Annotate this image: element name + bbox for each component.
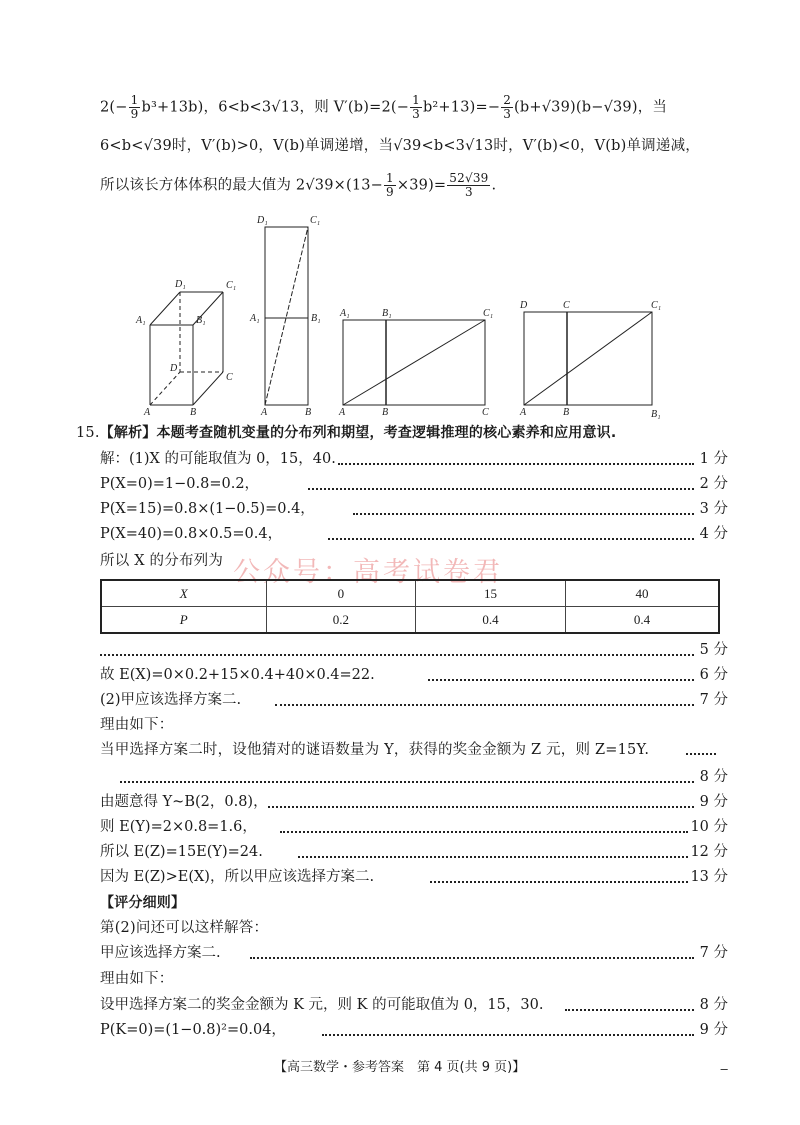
step-row (100, 840, 728, 864)
table-cell: 0.4 (565, 607, 719, 634)
figure-wide-rect-2 (524, 312, 652, 405)
fraction-result: $\frac{52√39}{3}$ (449, 171, 489, 199)
table-cell: 0.2 (266, 607, 416, 634)
fraction-1-9: $\frac{1}{9}$ (130, 93, 139, 121)
step-score: 6 分 (699, 667, 728, 683)
step-score: 7 分 (699, 945, 728, 961)
page-footer: 【高三数学・参考答案 第 4 页(共 9 页)】 (274, 1060, 526, 1075)
fig2-label-A: A (261, 407, 268, 418)
table-cell: 15 (416, 580, 566, 607)
q15-number: 15. (76, 425, 100, 441)
leader-dots (120, 780, 694, 783)
fig3-label-B1: B₁ (382, 308, 392, 319)
step-text: (2)甲应该选择方案二. (100, 692, 242, 708)
table-cell: 0.4 (416, 607, 566, 634)
leader-dots (308, 487, 694, 490)
intro-l3-b: ×39)= (396, 177, 447, 194)
step-row (100, 765, 728, 789)
step-row (100, 941, 728, 965)
step-row (100, 688, 728, 712)
step-text: P(X=0)=1−0.8=0.2， (100, 476, 260, 492)
fig1-label-C1: C₁ (226, 280, 237, 291)
step-score: 10 分 (690, 819, 728, 835)
geometry-figures (0, 205, 800, 430)
fig2-label-B: B (305, 407, 312, 418)
step-row (100, 472, 728, 496)
fig4-label-B1: B₁ (651, 409, 661, 420)
leader-dots (328, 537, 694, 540)
step-row (100, 815, 728, 839)
fig2-label-D1: D₁ (257, 215, 268, 226)
step-text: P(K=0)=(1−0.8)²=0.04， (100, 1022, 286, 1038)
leader-dots (338, 462, 694, 465)
corner-mark: ‒ (720, 1062, 729, 1077)
step-text: 设甲选择方案二的奖金金额为 K 元，则 K 的可能取值为 0，15，30. (100, 997, 544, 1013)
step-text: P(X=40)=0.8×0.5=0.4， (100, 526, 283, 542)
rubric-title: 【评分细则】 (100, 895, 186, 911)
step-row (100, 865, 728, 889)
table-row (101, 580, 719, 607)
trailing-dots (686, 753, 716, 755)
leader-dots (250, 956, 694, 959)
step-text: 由题意得 Y~B(2，0.8)， (100, 794, 268, 810)
fig4-label-D: D (520, 300, 528, 311)
step-text: 故 E(X)=0×0.2+15×0.4+40×0.4=22. (100, 667, 375, 683)
leader-dots (565, 1008, 694, 1011)
leader-dots (428, 678, 694, 681)
fig2-label-C1: C₁ (310, 215, 321, 226)
step-score: 4 分 (699, 526, 728, 542)
dist-intro: 所以 X 的分布列为 (100, 553, 224, 569)
figure-wide-rect-1 (343, 320, 485, 405)
q15-tag: 【解析】 (99, 425, 157, 441)
step-row (100, 497, 728, 521)
intro-l1-d: (b+√39)(b−√39)，当 (514, 99, 668, 116)
reason-label-2: 理由如下： (100, 971, 174, 987)
step-row (100, 663, 728, 687)
fig3-label-A1: A₁ (340, 308, 350, 319)
reason-detail-text: 当甲选择方案二时，设他猜对的谜语数量为 Y，获得的奖金金额为 Z 元，则 Z=15Y. (100, 742, 650, 758)
fig3-label-B: B (382, 407, 389, 418)
step-row (100, 522, 728, 546)
fig1-label-A: A (144, 407, 151, 418)
intro-l3-a: 所以该长方体体积的最大值为 2√39×(13− (100, 177, 384, 194)
fraction-1-3: $\frac{1}{3}$ (412, 93, 420, 121)
leader-dots (322, 1033, 694, 1036)
step-score: 9 分 (699, 794, 728, 810)
fig1-label-D: D (170, 363, 178, 374)
step-text: 所以 E(Z)=15E(Y)=24. (100, 844, 263, 860)
table-cell: 0 (266, 580, 416, 607)
step-score: 9 分 (699, 1022, 728, 1038)
fig1-label-C: C (226, 372, 233, 383)
fig1-label-D1: D₁ (175, 279, 186, 290)
table-head-cell: P (101, 607, 266, 634)
step-score: 2 分 (699, 476, 728, 492)
leader-dots (268, 805, 694, 808)
leader-dots (353, 512, 694, 515)
intro-l1-b: b³+13b)，6<b<3√13，则 V′(b)=2(− (141, 99, 410, 116)
table-row (101, 607, 719, 634)
step-text: 因为 E(Z)>E(X)，所以甲应该选择方案二. (100, 869, 375, 885)
step-row (100, 1018, 728, 1042)
table-head-cell: X (101, 580, 266, 607)
fraction-1-9-b: $\frac{1}{9}$ (386, 171, 394, 199)
fig4-label-C1: C₁ (651, 300, 662, 311)
fig2-label-A1: A₁ (250, 313, 260, 324)
rubric-intro: 第(2)问还可以这样解答： (100, 920, 269, 936)
leader-dots (100, 653, 694, 656)
fig3-label-A: A (339, 407, 346, 418)
reason-detail (100, 738, 649, 762)
step-score: 13 分 (690, 869, 728, 885)
step-score: 5 分 (699, 642, 728, 658)
step-score: 12 分 (690, 844, 728, 860)
intro-l1-c: b²+13)=− (422, 99, 501, 116)
fig3-label-C: C (482, 407, 489, 418)
step-score: 3 分 (699, 501, 728, 517)
step-score: 1 分 (699, 451, 728, 467)
step-text: 则 E(Y)=2×0.8=1.6， (100, 819, 257, 835)
step-row (100, 638, 728, 662)
step-row (100, 790, 728, 814)
fig3-label-C1: C₁ (483, 308, 494, 319)
fraction-2-3: $\frac{2}{3}$ (503, 93, 512, 121)
step-score: 8 分 (699, 997, 728, 1013)
q15-header (76, 421, 616, 445)
step-text: P(X=15)=0.8×(1−0.5)=0.4， (100, 501, 315, 517)
reason-label: 理由如下： (100, 717, 174, 733)
fig4-label-C: C (563, 300, 570, 311)
leader-dots (275, 703, 694, 706)
step-text: 解：(1)X 的可能取值为 0，15，40. (100, 451, 336, 467)
fig4-label-A: A (520, 407, 527, 418)
fig1-label-B1: B₁ (196, 315, 206, 326)
step-score: 8 分 (699, 769, 728, 785)
intro-line-3 (100, 172, 496, 199)
figure-cuboid (150, 292, 223, 405)
step-row (100, 447, 728, 471)
fig1-label-B: B (190, 407, 197, 418)
figure-tall-rect (265, 227, 308, 405)
fig1-label-A1: A₁ (136, 315, 146, 326)
table-cell: 40 (565, 580, 719, 607)
intro-l3-c: . (491, 177, 497, 194)
leader-dots (298, 855, 688, 858)
distribution-table (100, 579, 720, 634)
step-score: 7 分 (699, 692, 728, 708)
fig4-label-B: B (563, 407, 570, 418)
q15-summary: 本题考查随机变量的分布列和期望，考查逻辑推理的核心素养和应用意识. (156, 425, 617, 441)
step-row (100, 993, 728, 1017)
intro-line-2: 6<b<√39时，V′(b)>0，V(b)单调递增，当√39<b<3√13时，V′(b)<0，V(b)单调递减， (100, 138, 700, 154)
step-text: 甲应该选择方案二. (100, 945, 221, 961)
fig2-label-B1: B₁ (311, 313, 321, 324)
intro-line-1 (100, 94, 667, 121)
leader-dots (280, 830, 688, 833)
leader-dots (430, 880, 688, 883)
intro-l1-a: 2(− (100, 99, 128, 116)
watermark: 公众号：高考试卷君 (233, 557, 503, 588)
